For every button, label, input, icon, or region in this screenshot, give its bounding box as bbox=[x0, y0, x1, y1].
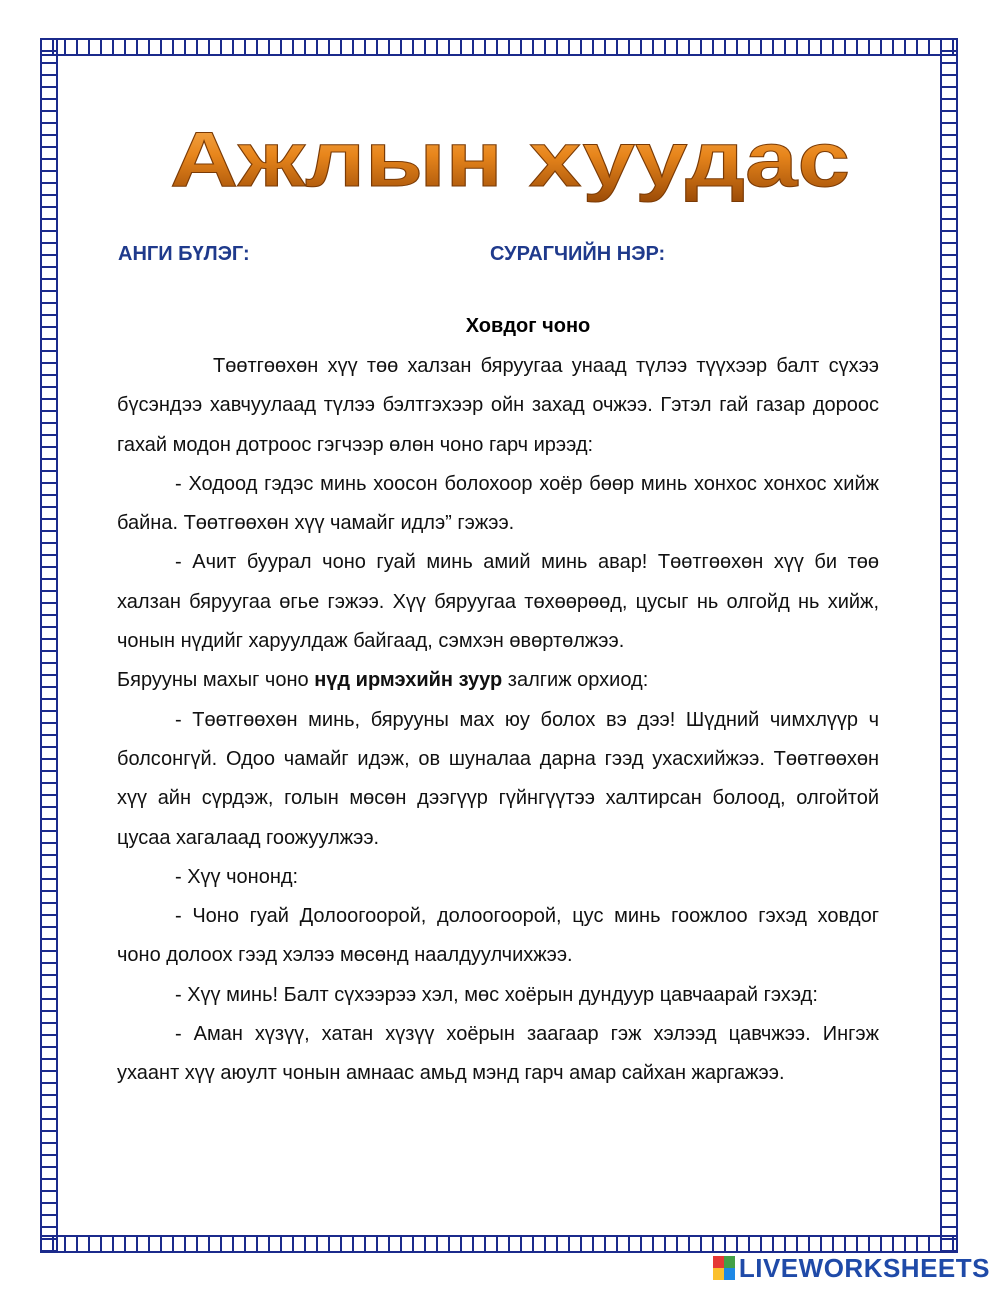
title-wordart bbox=[150, 98, 870, 208]
story-paragraph: - Ачит буурал чоно гуай минь амий минь авар! Төөтгөөхөн хүү би төө халзан бяруугаа өгье гэжээ. Хүү бяруугаа төхөөрөөд, цусыг нь олгойд нь хийж, чонын нүдийг харуулдаж байгаад, сэмхэн өвөртөлжээ. bbox=[117, 551, 879, 653]
brand-text: LIVEWORKSHEETS bbox=[738, 1252, 990, 1283]
story-body bbox=[117, 347, 879, 1094]
class-group-label: АНГИ БҮЛЭГ: bbox=[118, 243, 250, 265]
story-paragraph: - Аман хүзүү, хатан хүзүү хоёрын заагаар гэж хэлээд цавчжээ. Ингэж ухаант хүү аюулт чонын амнаас амьд мэнд гарч амар сайхан жаргажээ. bbox=[117, 1023, 879, 1085]
story-paragraph: - Ходоод гэдэс минь хоосон болохоор хоёр бөөр минь хонхос хонхос хийж байна. Төөтгөөхөн хүү чамайг идлэ” гэжээ. bbox=[117, 472, 879, 535]
border-bottom bbox=[40, 1235, 958, 1253]
story-paragraph bbox=[117, 661, 879, 700]
story-title: Ховдог чоно bbox=[465, 315, 591, 337]
story-text: залгиж орхиод: bbox=[502, 669, 649, 692]
title-text: Ажлын хуудас bbox=[170, 115, 850, 203]
story-paragraph: - Хүү минь! Балт сүхээрээ хэл, мөс хоёрын дундуур цавчаарай гэхэд: bbox=[175, 983, 818, 1006]
worksheet-title bbox=[150, 98, 870, 208]
story-paragraph: - Чоно гуай Долоогоорой, долоогоорой, цус минь гоожлоо гэхэд ховдог чоно долоох гээд хэлээ мөсөнд наалдуулчихжээ. bbox=[117, 905, 879, 967]
story-paragraph: - Хүү чононд: bbox=[175, 865, 299, 888]
border-right bbox=[940, 38, 958, 1253]
liveworksheets-logo[interactable] bbox=[713, 1253, 990, 1283]
border-top bbox=[40, 38, 958, 56]
student-name-label: СУРАГЧИЙН НЭР: bbox=[490, 243, 666, 265]
story-text: Бярууны махыг чоно bbox=[117, 669, 315, 692]
story-paragraph: Төөтгөөхөн хүү төө халзан бяруугаа унаад түлээ түүхээр балт сүхээ бүсэндээ хавчуулаад түлээ бэлтгэхээр ойн захад очжээ. Гэтэл гай газар дороос гахай модон дотроос гэгчээр өлөн чоно гарч ирээд: bbox=[117, 355, 879, 456]
border-left bbox=[40, 38, 58, 1253]
story-paragraph: - Төөтгөөхөн минь, бярууны мах юу болох вэ дээ! Шүдний чимхлүүр ч болсонгүй. Одоо чамайг идэж, ов шуналаа дарна гээд ухасхийжээ. Төөтгөөхөн хүү айн сүрдэж, голын мөсөн дээгүүр гүйнгүүтээ халтирсан болоод, олгойтой цусаа хагалаад гоожуулжээ. bbox=[117, 708, 879, 849]
liveworksheets-icon bbox=[713, 1256, 735, 1280]
story-bold-phrase: нүд ирмэхийн зуур bbox=[314, 669, 503, 692]
